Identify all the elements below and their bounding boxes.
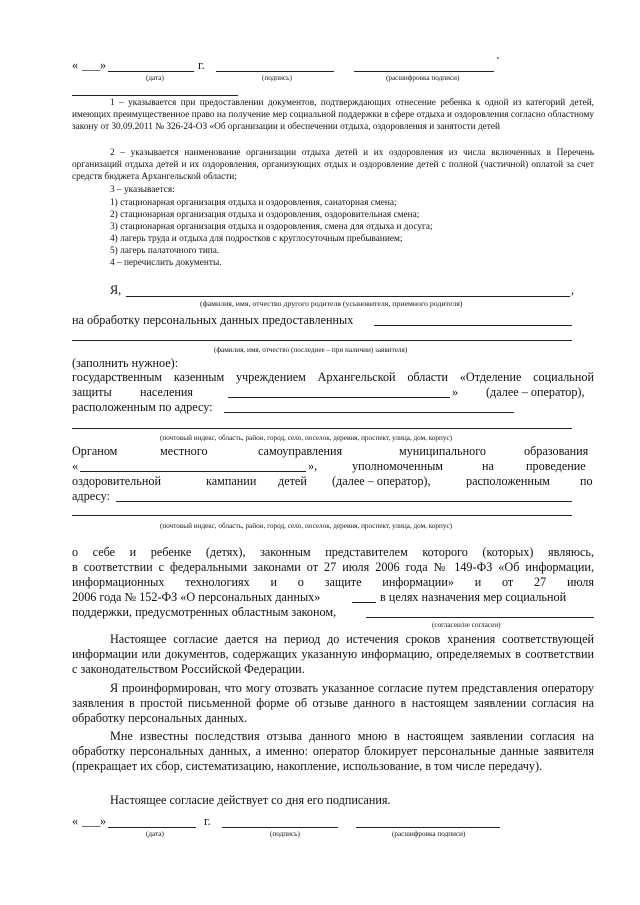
- paragraph-term: Настоящее согласие дается на период до истечения сроков хранения соответствующей информации или документов, содержащих указанную информацию, определяемых в соответствии с законодательством Российской Федерации.: [72, 632, 594, 676]
- law-line-4-a: 2006 года № 152-ФЗ «О персональных данных»: [72, 590, 321, 604]
- mun-address-line-1: [116, 501, 572, 502]
- mun-word-3: самоуправления: [258, 444, 343, 458]
- gov-line-1: государственным казенным учреждением Архангельской области «Отделение социальной: [72, 370, 594, 384]
- paragraph-revoke: Я проинформирован, что могу отозвать указанное согласие путем представления оператору заявления в простой письменной форме об отзыве данного в настоящем заявлении согласия на обработку персональных данных.: [72, 681, 594, 725]
- mun-word-kampanii: кампании: [206, 474, 257, 488]
- gov-department-line: [228, 397, 450, 398]
- law-line-1: о себе и ребенке (детях), законным представителем которого (которых) являюсь,: [72, 545, 594, 559]
- law-line-3: информационных технологиях и о защите информации» и от 27 июля: [72, 575, 594, 589]
- footnote-separator: [72, 95, 238, 96]
- date-line: [108, 71, 194, 72]
- date-close-quote-bottom: »: [100, 814, 107, 828]
- gov-address-label: расположенным по адресу:: [72, 400, 213, 414]
- year-suffix-bottom: г.: [204, 814, 211, 828]
- signature-line-bottom: [222, 827, 338, 828]
- caption-date: (дата): [146, 74, 164, 82]
- mun-word-located: расположенным: [466, 474, 550, 488]
- mun-address-line-2: [72, 515, 572, 516]
- option-4: 4) лагерь труда и отдыха для подростков с круглосуточным пребыванием;: [110, 234, 403, 244]
- caption-signature: (подпись): [262, 74, 292, 82]
- footnote-1: 1 – указывается при предоставлении документов, подтверждающих отнесение ребенка к одной из категорий детей, имеющих преимущественное право на получение мер социальной поддержки в сфере отдыха и оздоровления согласно областному закону от 30.09.2011 № 326-24-ОЗ «Об организации и обеспечении отдыха, оздоровления и занятости детей: [72, 98, 594, 132]
- caption-name-bottom: (расшифровка подписи): [392, 830, 466, 838]
- gov-operator-note: (далее – оператор),: [486, 385, 585, 399]
- date-day-blank: ___: [82, 58, 101, 72]
- mun-word-po: по: [580, 474, 593, 488]
- gov-close-quote: »: [452, 385, 459, 399]
- year-suffix: г.: [198, 58, 205, 72]
- date-close-quote: »: [100, 58, 107, 72]
- agree-short-line: [352, 602, 376, 603]
- ya-comma: ,: [571, 283, 575, 297]
- mun-word-na: на: [482, 459, 494, 473]
- mun-open-quote: «: [72, 459, 79, 473]
- gov-word-zashchity: защиты: [72, 385, 112, 399]
- paragraph-consequences: Мне известны последствия отзыва данного мною в настоящем заявлении согласия на обработку персональных данных, а именно: оператор блокирует персональные данные заявителя (прекращает их сбор, систематизацию, накопление, использование, в том числе передачу).: [72, 729, 594, 773]
- date-open-quote-bottom: «: [72, 814, 79, 828]
- paragraph-validity: Настоящее согласие действует со дня его подписания.: [110, 793, 391, 807]
- caption-agree: (согласен/не согласен): [432, 621, 501, 629]
- option-5: 5) лагерь палаточного типа.: [110, 246, 220, 256]
- footnote-3: 3 – указывается:: [110, 185, 175, 195]
- option-1: 1) стационарная организация отдыха и оздоровления, санаторная смена;: [110, 198, 397, 208]
- mun-word-ozdorov: оздоровительной: [72, 474, 161, 488]
- processing-line-2: [72, 340, 572, 341]
- caption-mun-address: (почтовый индекс, область, район, город, село, поселок, деревня, проспект, улица, дом, корпус): [160, 522, 453, 530]
- caption-applicant-fio: (фамилия, имя, отчество (последнее – при наличии) заявителя): [214, 346, 408, 354]
- law-line-4-b: в целях назначения мер социальной: [380, 590, 567, 604]
- footnote-4: 4 – перечислить документы.: [110, 258, 222, 268]
- gov-address-line-2: [72, 428, 572, 429]
- name-line-bottom: [356, 827, 500, 828]
- mun-word-1: Органом: [72, 444, 118, 458]
- name-line: [354, 71, 494, 72]
- caption-gov-address: (почтовый индекс, область, район, город, село, поселок, деревня, проспект, улица, дом, корпус): [160, 434, 453, 442]
- caption-parent-fio: (фамилия, имя, отчество другого родителя (усыновителя, приемного родителя): [200, 299, 463, 308]
- scan-speck: [497, 57, 499, 59]
- ya-label: Я,: [110, 283, 122, 297]
- date-day-blank-bottom: ___: [82, 814, 101, 828]
- signature-line: [216, 71, 334, 72]
- mun-close-quote: »,: [308, 459, 318, 473]
- gov-word-naseleniya: населения: [140, 385, 194, 399]
- fill-label: (заполнить нужное):: [72, 356, 179, 370]
- mun-word-provedenie: проведение: [526, 459, 586, 473]
- caption-date-bottom: (дата): [146, 830, 164, 838]
- caption-signature-bottom: (подпись): [270, 830, 300, 838]
- caption-name: (расшифровка подписи): [386, 74, 460, 82]
- gov-address-line-1: [224, 412, 514, 413]
- mun-word-detey: детей: [278, 474, 307, 488]
- date-open-quote: «: [72, 58, 79, 72]
- option-2: 2) стационарная организация отдыха и оздоровления, оздоровительная смена;: [110, 210, 420, 220]
- date-line-bottom: [108, 827, 196, 828]
- mun-word-2: местного: [160, 444, 208, 458]
- footnote-2: 2 – указывается наименование организации отдыха детей и их оздоровления из числа включенных в Перечень организаций отдыха детей и их оздоровления, организующих отдых и оздоровление детей с полной (частичной) оплатой за счет средств бюджета Архангельской области;: [72, 148, 594, 182]
- mun-word-4: муниципального: [399, 444, 486, 458]
- mun-operator-note: (далее – оператор),: [332, 474, 431, 488]
- law-line-5: поддержки, предусмотренных областным законом,: [72, 605, 337, 619]
- option-3: 3) стационарная организация отдыха и оздоровления, смена для отдыха и досуга;: [110, 222, 433, 232]
- mun-word-5: образования: [524, 444, 589, 458]
- processing-label: на обработку персональных данных предоставленных: [72, 313, 354, 327]
- processing-line-1: [374, 325, 572, 326]
- mun-address-label: адресу:: [72, 489, 110, 503]
- agree-line: [366, 617, 594, 618]
- law-line-2: в соответствии с федеральными законами от 27 июля 2006 года № 149-ФЗ «Об информации,: [72, 560, 594, 574]
- mun-word-authorized: уполномоченным: [352, 459, 443, 473]
- mun-name-line: [80, 471, 306, 472]
- parent-name-line: [126, 296, 570, 297]
